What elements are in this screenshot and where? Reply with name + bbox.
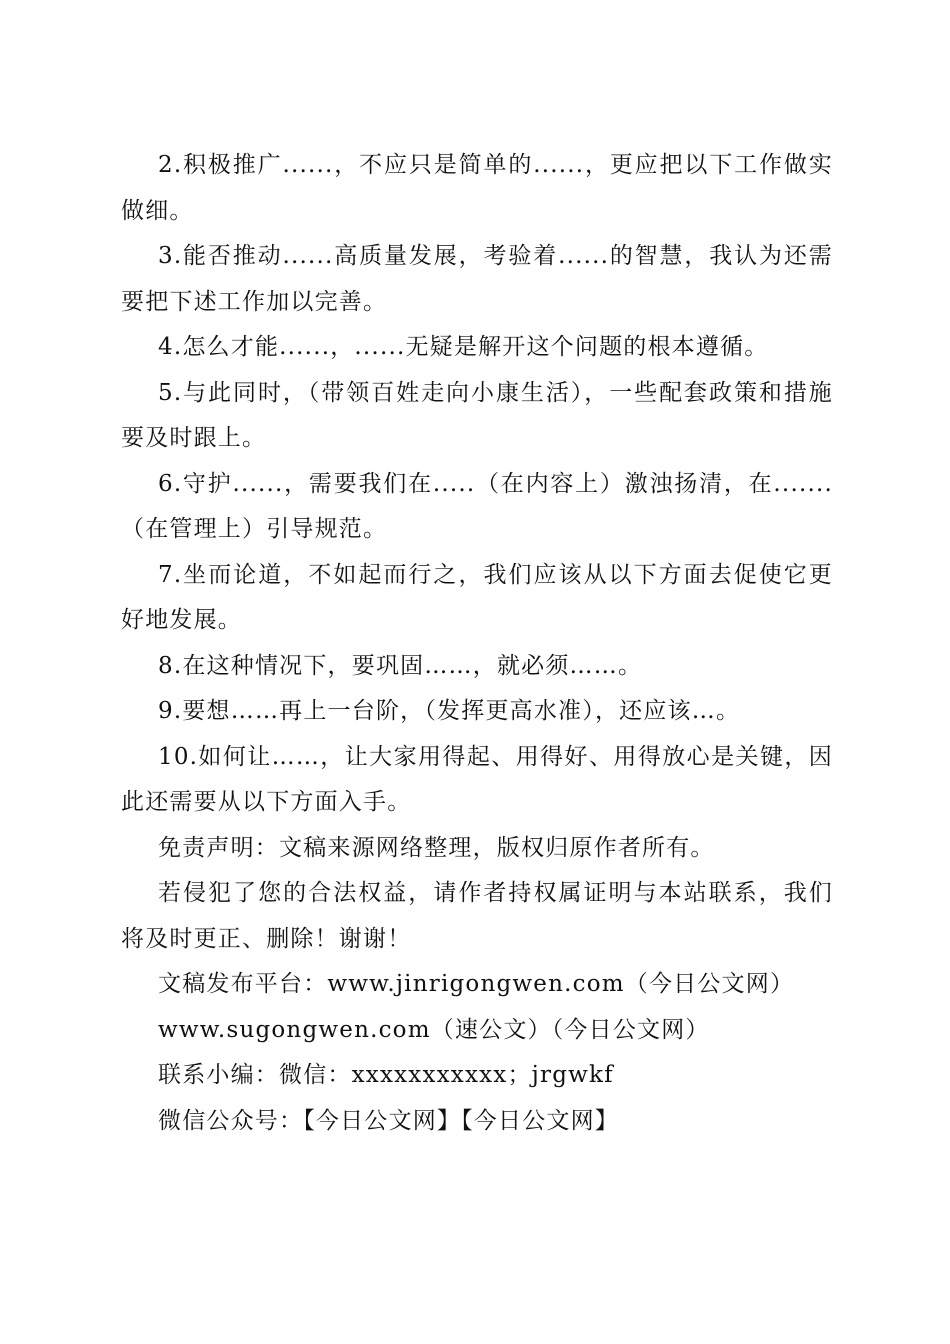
document-body [121, 143, 833, 1144]
paragraph-item-10: 10.如何让……，让大家用得起、用得好、用得放心是关键，因此还需要从以下方面入手。 [121, 743, 833, 815]
paragraph-item-8: 8.在这种情况下，要巩固……，就必须……。 [158, 652, 643, 679]
paragraph-item-7: 7.坐而论道，不如起而行之，我们应该从以下方面去促使它更好地发展。 [121, 561, 833, 633]
wechat-official-account: 微信公众号：【今日公文网】【今日公文网】 [158, 1107, 619, 1134]
paragraph-item-9: 9.要想……再上一台阶，（发挥更高水准），还应该…。 [158, 698, 741, 724]
disclaimer-text: 免责声明：文稿来源网络整理，版权归原作者所有。 [158, 834, 715, 861]
paragraph-item-3: 3.能否推动......高质量发展，考验着......的智慧，我认为还需要把下述工作加以完善。 [121, 243, 833, 315]
contact-editor: 联系小编：微信：xxxxxxxxxxx；jrgwkf [158, 1062, 614, 1088]
publish-platform: 文稿发布平台：www.jinrigongwen.com（今日公文网） [158, 971, 795, 997]
paragraph-item-5: 5.与此同时，（带领百姓走向小康生活），一些配套政策和措施要及时跟上。 [121, 379, 833, 451]
infringement-notice: 若侵犯了您的合法权益，请作者持权属证明与本站联系，我们将及时更正、删除！谢谢！ [121, 880, 833, 952]
paragraph-item-2: 2.积极推广......，不应只是简单的......，更应把以下工作做实做细。 [121, 152, 833, 224]
paragraph-item-6: 6.守护......，需要我们在.....（在内容上）激浊扬清，在.......（在管理上）引导规范。 [121, 470, 833, 542]
secondary-website: www.sugongwen.com（速公文）（今日公文网） [158, 1016, 710, 1043]
paragraph-item-4: 4.怎么才能......，......无疑是解开这个问题的根本遵循。 [158, 334, 769, 360]
